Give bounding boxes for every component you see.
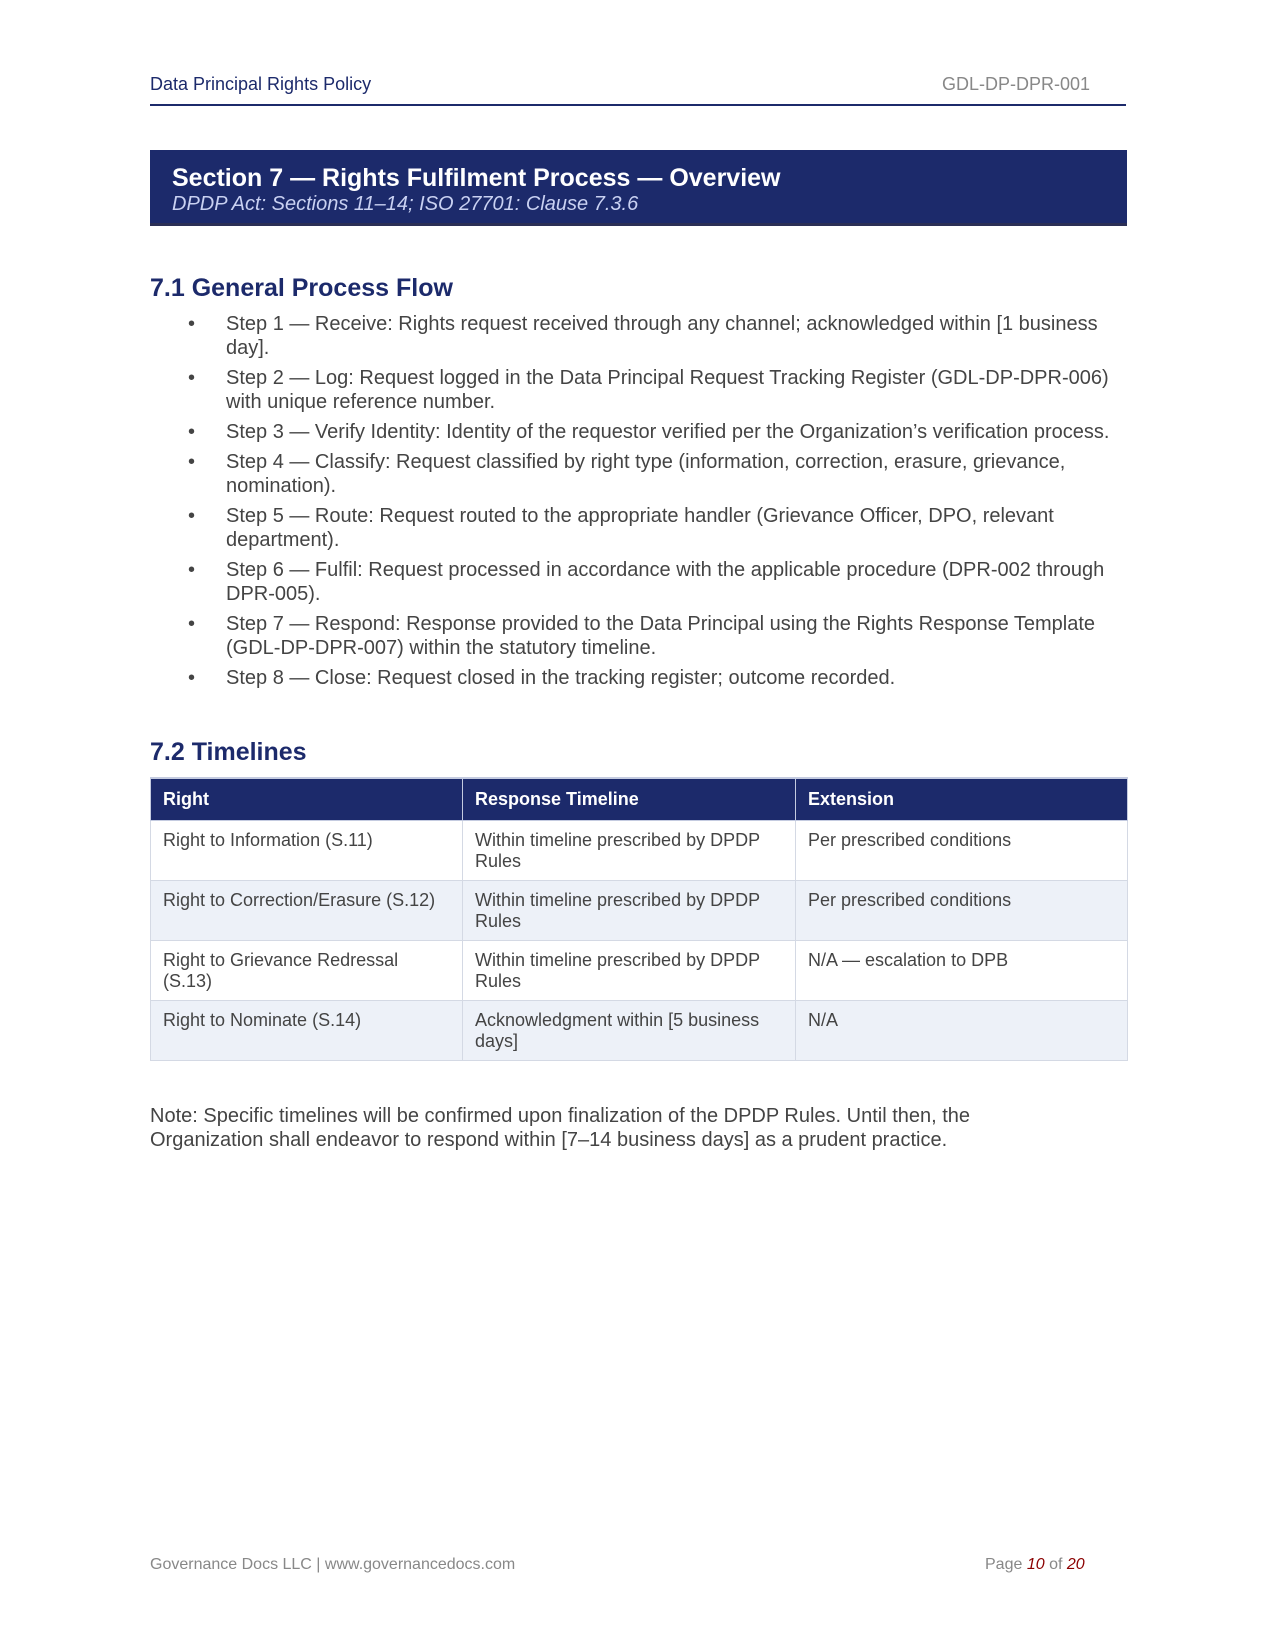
list-item (150, 312, 1110, 360)
cell-extension: N/A (796, 1001, 1128, 1061)
page-total: 20 (1066, 1556, 1085, 1573)
column-header-response-timeline: Response Timeline (463, 778, 796, 821)
column-header-extension: Extension (796, 778, 1128, 821)
bullet-icon: • (188, 559, 196, 581)
cell-extension: N/A — escalation to DPB (796, 941, 1128, 1001)
bullet-icon: • (188, 421, 196, 443)
cell-extension: Per prescribed conditions (796, 881, 1128, 941)
of-label: of (1049, 1556, 1063, 1573)
step-text: Step 4 — Classify: Request classified by right type (information, correction, erasure, grievance, nomination). (226, 451, 1066, 497)
table-row (151, 1001, 1128, 1061)
running-header (150, 72, 1126, 106)
bullet-icon: • (188, 313, 196, 335)
heading-timelines: 7.2 Timelines (150, 738, 307, 766)
heading-general-process-flow: 7.1 General Process Flow (150, 274, 453, 302)
step-text: Step 8 — Close: Request closed in the tracking register; outcome recorded. (226, 667, 896, 689)
column-header-right: Right (151, 778, 463, 821)
page-current: 10 (1026, 1556, 1045, 1573)
cell-response-timeline: Within timeline prescribed by DPDP Rules (463, 821, 796, 881)
section-banner (150, 150, 1127, 226)
table-header-row (151, 778, 1128, 821)
list-item (150, 450, 1110, 498)
cell-extension: Per prescribed conditions (796, 821, 1128, 881)
step-text: Step 1 — Receive: Rights request received through any channel; acknowledged within [1 business day]. (226, 313, 1098, 359)
cell-right: Right to Correction/Erasure (S.12) (151, 881, 463, 941)
timelines-table (150, 777, 1128, 1061)
table-row (151, 821, 1128, 881)
list-item (150, 366, 1110, 414)
document-title: Data Principal Rights Policy (150, 74, 372, 94)
process-steps-list (150, 312, 1110, 696)
page-number (985, 1556, 1085, 1574)
timelines-note: Note: Specific timelines will be confirmed upon finalization of the DPDP Rules. Until then, the Organization shall endeavor to respond within [7–14 business days] as a prudent practice. (150, 1105, 971, 1151)
cell-right: Right to Grievance Redressal (S.13) (151, 941, 463, 1001)
cell-right: Right to Nominate (S.14) (151, 1001, 463, 1061)
cell-right: Right to Information (S.11) (151, 821, 463, 881)
step-text: Step 5 — Route: Request routed to the appropriate handler (Grievance Officer, DPO, relevant department). (226, 505, 1054, 551)
bullet-icon: • (188, 451, 196, 473)
table-row (151, 941, 1128, 1001)
cell-response-timeline: Acknowledgment within [5 business days] (463, 1001, 796, 1061)
step-text: Step 2 — Log: Request logged in the Data Principal Request Tracking Register (GDL-DP-DPR-006) with unique reference number. (226, 367, 1109, 413)
document-id: GDL-DP-DPR-001 (941, 74, 1090, 94)
cell-response-timeline: Within timeline prescribed by DPDP Rules (463, 941, 796, 1001)
bullet-icon: • (188, 505, 196, 527)
list-item (150, 612, 1110, 660)
bullet-icon: • (188, 667, 196, 689)
step-text: Step 7 — Respond: Response provided to the Data Principal using the Rights Response Template (GDL-DP-DPR-007) within the statutory timeline. (226, 613, 1096, 659)
list-item (150, 420, 1110, 444)
table-row (151, 881, 1128, 941)
step-text: Step 6 — Fulfil: Request processed in accordance with the applicable procedure (DPR-002 through DPR-005). (226, 559, 1105, 605)
step-text: Step 3 — Verify Identity: Identity of the requestor verified per the Organization’s verification process. (226, 421, 1110, 443)
bullet-icon: • (188, 613, 196, 635)
bullet-icon: • (188, 367, 196, 389)
footer-company: Governance Docs LLC | www.governancedocs.com (150, 1556, 516, 1573)
list-item (150, 504, 1110, 552)
section-subtitle: DPDP Act: Sections 11–14; ISO 27701: Clause 7.3.6 (172, 193, 639, 215)
page-label: Page (985, 1556, 1023, 1573)
section-title: Section 7 — Rights Fulfilment Process — Overview (172, 164, 781, 192)
list-item (150, 558, 1110, 606)
list-item (150, 666, 1110, 690)
cell-response-timeline: Within timeline prescribed by DPDP Rules (463, 881, 796, 941)
